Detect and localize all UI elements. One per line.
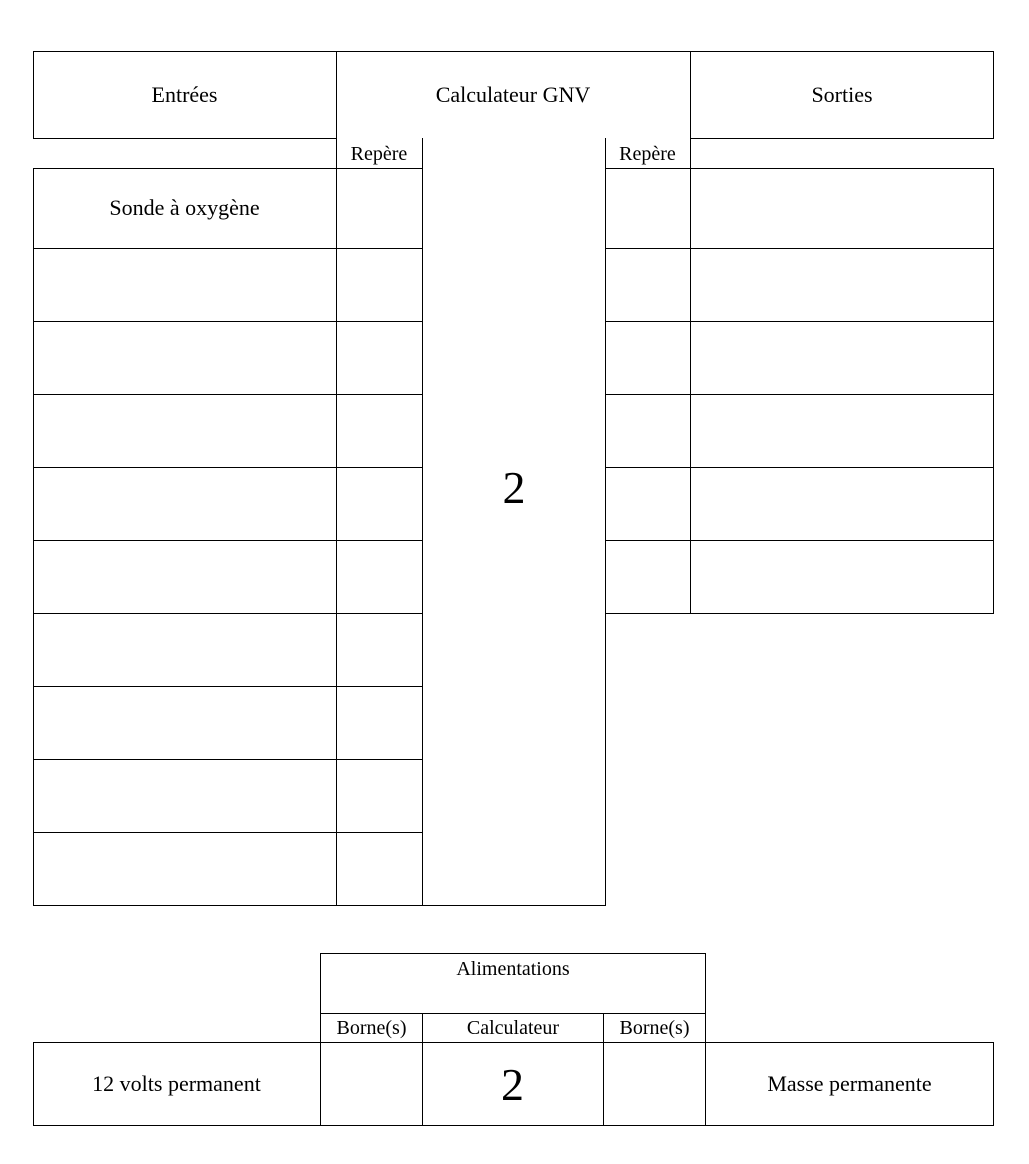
outputs-header: Sorties bbox=[811, 82, 873, 107]
power-divider bbox=[603, 1042, 604, 1126]
output-row-3-label bbox=[690, 321, 994, 394]
power-ecu-number: 2 bbox=[501, 1058, 524, 1110]
ecu-header: Calculateur GNV bbox=[435, 82, 591, 107]
inputs-header: Entrées bbox=[151, 82, 218, 107]
power-title: Alimentations bbox=[456, 957, 570, 980]
output-row-4-label bbox=[690, 394, 994, 467]
output-row-6-label bbox=[690, 540, 994, 614]
ecu-number: 2 bbox=[502, 461, 526, 513]
input-row-5-label bbox=[33, 467, 336, 540]
inputs-col-divider bbox=[336, 168, 337, 906]
power-supply-left: 12 volts permanent bbox=[92, 1071, 261, 1096]
input-row-4-label bbox=[33, 394, 336, 467]
input-row-6-label bbox=[33, 540, 336, 613]
power-supply-right: Masse permanente bbox=[767, 1071, 932, 1096]
input-row-9-label bbox=[33, 759, 336, 832]
output-row-2-label bbox=[690, 248, 994, 321]
power-ecu-label: Calculateur bbox=[466, 1016, 560, 1039]
output-row-1-label bbox=[690, 168, 994, 248]
input-row-10-label bbox=[33, 832, 336, 906]
input-row-8-label bbox=[33, 686, 336, 759]
repere-left-label: Repère bbox=[350, 142, 408, 165]
input-row-1-label: Sonde à oxygène bbox=[109, 195, 260, 220]
power-terminal-left-label: Borne(s) bbox=[336, 1016, 407, 1039]
repere-right-label: Repère bbox=[619, 142, 676, 165]
input-row-7-label bbox=[33, 613, 336, 686]
input-row-2-label bbox=[33, 248, 336, 321]
input-row-3-label bbox=[33, 321, 336, 394]
power-terminal-right-label: Borne(s) bbox=[619, 1016, 690, 1039]
output-row-5-label bbox=[690, 467, 994, 540]
power-divider bbox=[320, 1042, 321, 1126]
